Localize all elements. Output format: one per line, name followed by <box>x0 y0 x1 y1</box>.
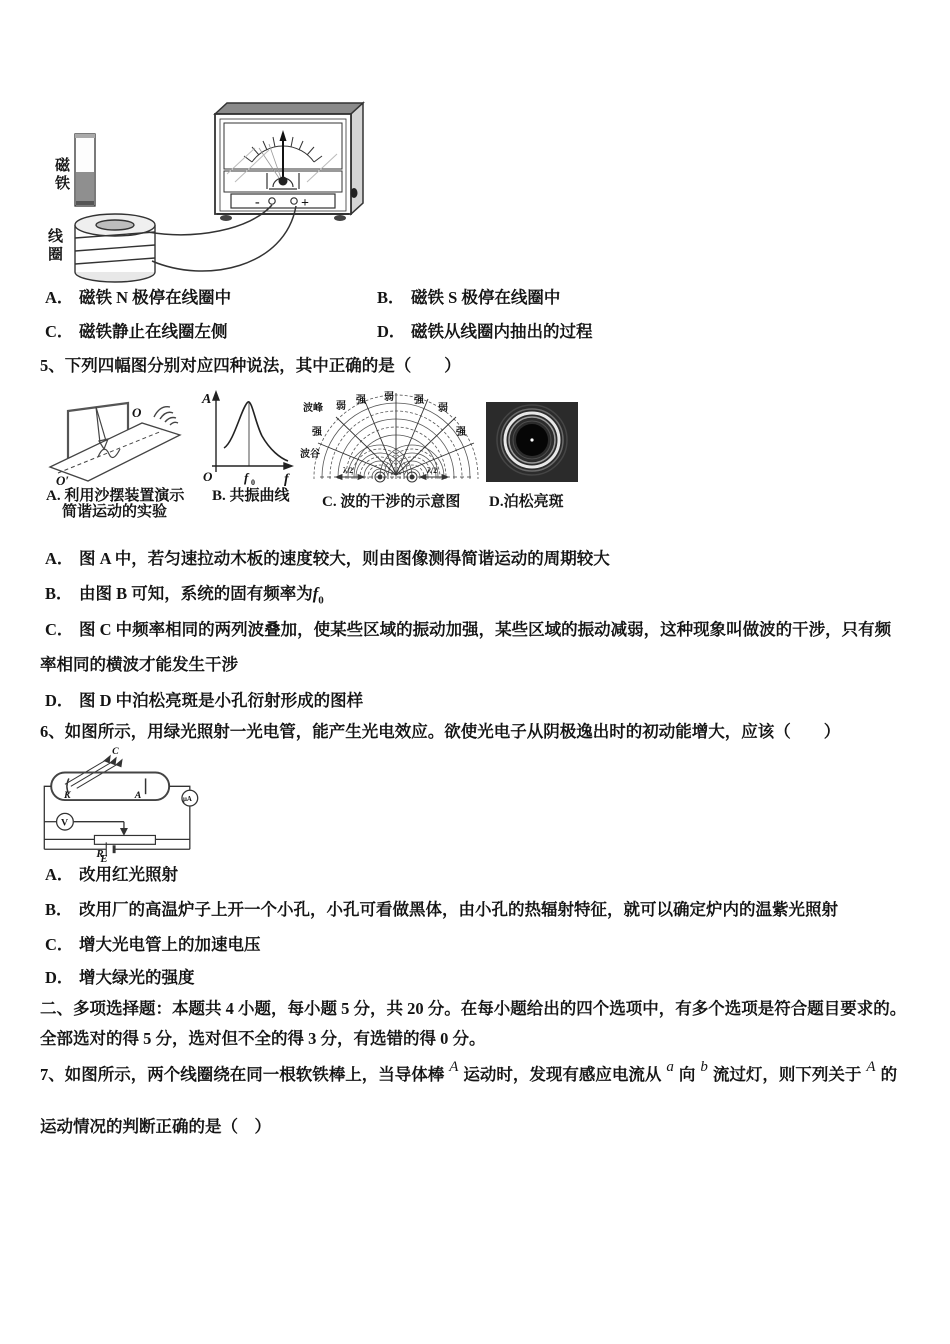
label-f0-sub: 0 <box>251 478 255 487</box>
label-half-wavelength: λ/2 <box>427 466 438 475</box>
q4-option-d <box>377 321 593 343</box>
q5-option-b <box>45 583 324 611</box>
axes <box>212 392 292 472</box>
option-key: A． <box>45 549 74 568</box>
bright-center-spot <box>530 438 533 441</box>
q6-option-a <box>45 864 178 886</box>
q5-fig-a-caption-line1: A. 利用沙摆装置演示 <box>46 488 185 504</box>
q5-option-a <box>45 548 610 570</box>
option-key: B． <box>45 584 73 603</box>
coil-winding <box>75 245 155 251</box>
label-f: f <box>284 472 289 487</box>
q4-option-c <box>45 321 228 343</box>
coil <box>75 214 155 282</box>
label-o-prime: O′ <box>56 473 70 488</box>
var-a-bar: A <box>866 1059 876 1075</box>
q5-figure-b-resonance-curve <box>200 388 295 488</box>
label-c: C <box>112 745 119 757</box>
option-text: 由图 B 可知，系统的固有频率为 <box>79 584 313 603</box>
option-key: B． <box>377 288 405 307</box>
label-v: V <box>61 817 69 829</box>
label-strong: 强 <box>456 427 466 438</box>
electrodes <box>67 778 146 794</box>
label-trough: 波谷 <box>300 449 320 460</box>
option-text: 改用厂的高温炉子上开一个小孔，小孔可看做黑体，由小孔的热辐射特征，就可以确定炉内的温紫光照射 <box>79 900 838 919</box>
label-amplitude: A <box>202 392 212 407</box>
coil-label: 线圈 <box>47 229 63 263</box>
label-f0: f <box>244 470 249 485</box>
label-a: A <box>134 790 142 802</box>
option-key: A． <box>45 865 74 884</box>
option-text: 磁铁从线圈内抽出的过程 <box>411 322 593 341</box>
option-key: C． <box>45 322 74 341</box>
label-weak: 弱 <box>438 403 448 414</box>
option-key: C． <box>45 620 74 639</box>
option-text: 磁铁静止在线圈左侧 <box>79 322 228 341</box>
q6-option-b <box>45 899 838 921</box>
option-text: 图 A 中，若匀速拉动木板的速度较大，则由图像测得简谐运动的周期较大 <box>79 549 610 568</box>
section2-header-line1: 二、多项选择题：本题共 4 小题，每小题 5 分，共 20 分。在每小题给出的四个选项中，有多个选项是符合题目要求的。 <box>40 999 907 1018</box>
label-ua: μA <box>182 796 192 804</box>
option-key: D． <box>45 691 74 710</box>
board <box>50 423 180 481</box>
q5-fig-b-caption: B. 共振曲线 <box>212 488 290 504</box>
side-knob <box>351 188 358 198</box>
option-key: D． <box>377 322 406 341</box>
galvanometer <box>215 103 363 221</box>
label-weak: 弱 <box>384 392 394 403</box>
label-k: K <box>63 790 71 802</box>
option-text: 磁铁 S 极停在线圈中 <box>411 288 561 307</box>
f-symbol: f <box>312 584 319 603</box>
option-key: C． <box>45 935 74 954</box>
label-e: E <box>100 853 108 866</box>
option-key: D． <box>45 968 74 987</box>
terminal-plus-label: + <box>301 196 309 211</box>
var-a-bar: A <box>449 1059 459 1075</box>
q5-figure-c-interference <box>300 387 480 489</box>
var-b-terminal: b <box>700 1059 708 1075</box>
q5-fig-c-caption: C. 波的干涉的示意图 <box>322 494 461 510</box>
label-strong: 强 <box>356 395 366 406</box>
q6-option-d <box>45 967 195 989</box>
q5-option-d <box>45 690 363 712</box>
q4-figure-galvanometer-coil <box>45 98 375 293</box>
q5-figure-a-sand-pendulum <box>42 389 197 487</box>
stem-text: 的 <box>880 1065 898 1084</box>
terminal-minus-label: - <box>255 195 260 210</box>
option-text: 磁铁 N 极停在线圈中 <box>79 288 232 307</box>
label-weak: 弱 <box>336 401 346 412</box>
q5-option-c-line1 <box>45 619 891 641</box>
q7-stem-line1 <box>40 1059 898 1087</box>
label-r: R <box>96 848 104 861</box>
stem-text: 向 <box>678 1065 696 1084</box>
q5-figure-d-poisson-spot <box>486 402 578 482</box>
q4-option-a <box>45 287 231 309</box>
option-key: B． <box>45 900 73 919</box>
q5-fig-d-caption: D.泊松亮斑 <box>489 494 564 510</box>
label-origin: O <box>203 469 213 484</box>
label-crest: 波峰 <box>303 403 323 414</box>
q6-option-c <box>45 934 261 956</box>
section2-header-line2: 全部选对的得 5 分，选对但不全的得 3 分，有选错的得 0 分。 <box>40 1029 486 1048</box>
var-a-terminal: a <box>666 1059 674 1075</box>
stem-text: 流过灯，则下列关于 <box>712 1065 862 1084</box>
stem-text: 7、如图所示，两个线圈绕在同一根软铁棒上，当导体棒 <box>40 1065 445 1084</box>
coil-winding <box>75 258 155 264</box>
option-text: 增大光电管上的加速电压 <box>79 935 261 954</box>
option-text: 增大绿光的强度 <box>79 968 195 987</box>
q5-fig-a-caption-line2: 简谐运动的实验 <box>62 504 168 520</box>
label-o: O <box>132 405 142 420</box>
magnet-label: 磁铁 <box>54 158 70 192</box>
stem-text: 运动时，发现有感应电流从 <box>463 1065 662 1084</box>
option-text: 改用红光照射 <box>79 865 178 884</box>
q5-stem: 5、下列四幅图分别对应四种说法，其中正确的是（ ） <box>40 356 461 375</box>
label-strong: 强 <box>312 427 322 438</box>
option-text: 率相同的横波才能发生干涉 <box>40 655 238 674</box>
label-strong: 强 <box>414 395 424 406</box>
option-text: 图 C 中频率相同的两列波叠加，使某些区域的振动加强，某些区域的振动减弱，这种现象叫做波的干涉，只有频 <box>79 620 892 639</box>
magnet-bar <box>75 134 95 206</box>
q6-stem: 6、如图所示，用绿光照射一光电管，能产生光电效应。欲使光电子从阴极逸出时的初动能增大，应该（ ） <box>40 722 841 741</box>
f-subscript: 0 <box>318 594 324 607</box>
option-key: A． <box>45 288 74 307</box>
label-half-wavelength: λ/2 <box>343 466 354 475</box>
resonance-curve <box>224 402 288 461</box>
q7-stem-line2: 运动情况的判断正确的是（ ） <box>40 1117 271 1136</box>
q4-option-b <box>377 287 560 309</box>
q5-option-c-line2 <box>40 654 238 676</box>
option-text: 图 D 中泊松亮斑是小孔衍射形成的图样 <box>79 691 364 710</box>
hand-icon <box>154 407 178 425</box>
q6-figure-photoelectric-circuit <box>38 745 203 866</box>
